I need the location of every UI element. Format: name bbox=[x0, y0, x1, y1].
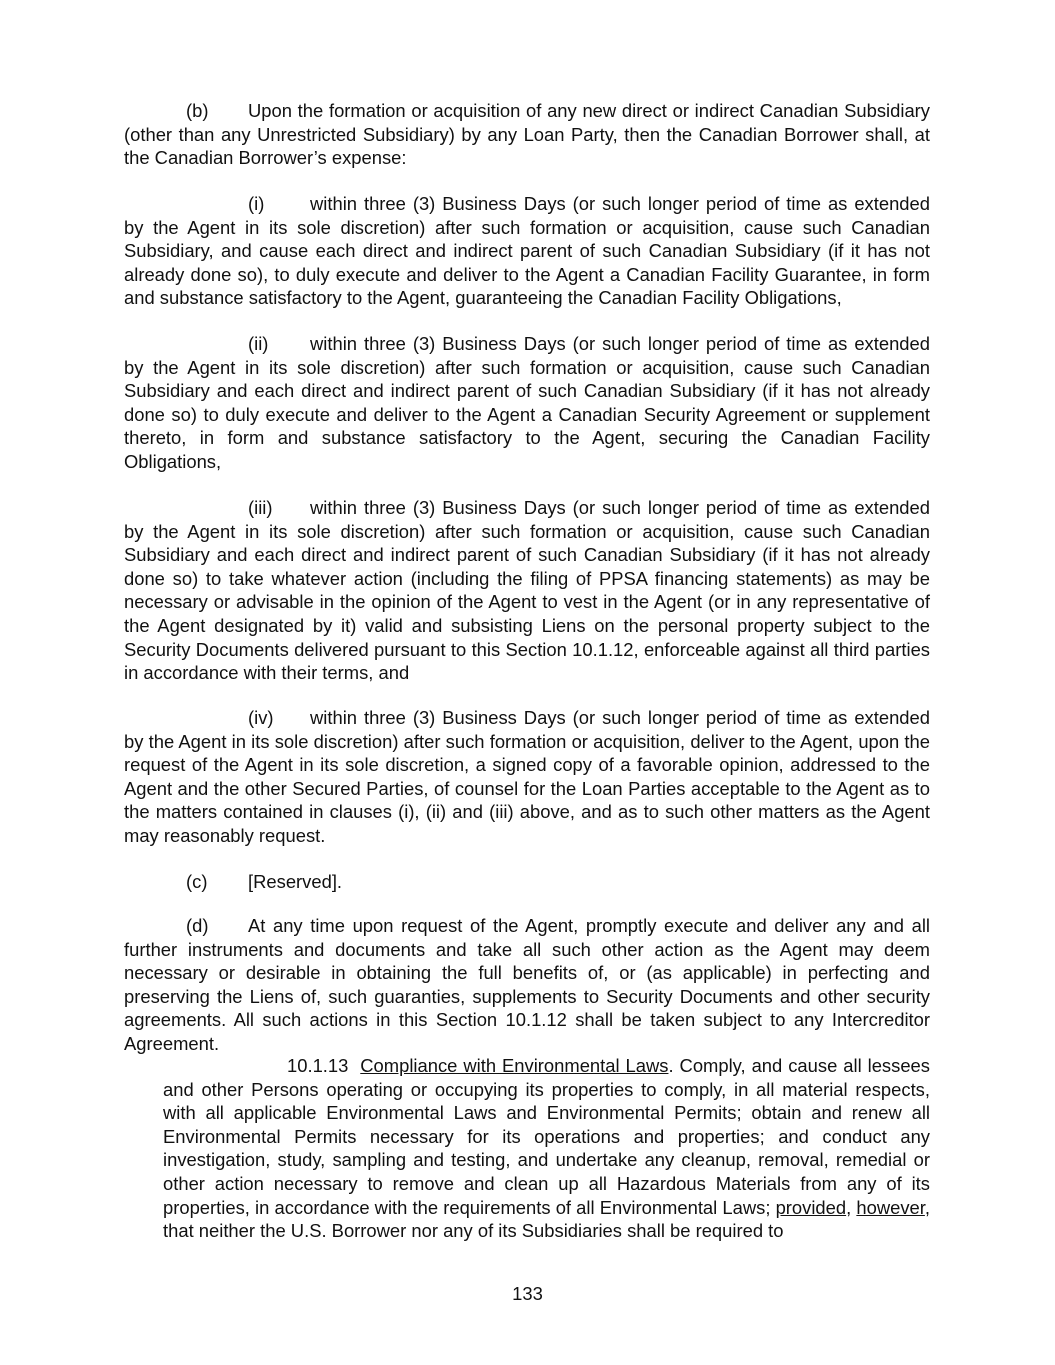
section-number: 10.1.13 bbox=[287, 1055, 349, 1076]
paragraph-c bbox=[124, 870, 930, 894]
paragraph-c-text: [Reserved]. bbox=[248, 871, 343, 892]
paragraph-d bbox=[124, 914, 930, 1056]
clause-iii-label: (iii) bbox=[248, 497, 273, 518]
page-number: 133 bbox=[512, 1283, 543, 1304]
clause-ii-label: (ii) bbox=[248, 333, 269, 354]
clause-iii-text: within three (3) Business Days (or such longer period of time as extended by the Agent in its sole discretion) after such formation or acquisition, cause such Canadian Subsidiary and each direct and indirect parent of such Canadian Subsidiary (if it has not already done so) to take whatever action (including the filing of PPSA financing statements) as may be necessary or advisable in the opinion of the Agent to vest in the Agent (or in any representative of the Agent designated by it) valid and subsisting Liens on the personal property subject to the Security Documents delivered pursuant to this Section 10.1.12, enforceable against all third parties in accordance with their terms, and bbox=[124, 497, 930, 684]
paragraph-d-text: At any time upon request of the Agent, promptly execute and deliver any and all further instruments and documents and take all such other action as the Agent may deem necessary or desirable in obtaining the full benefits of, or (as applicable) in perfecting and preserving the Liens of, such guaranties, supplements to Security Documents and other security agreements. All such actions in this Section 10.1.12 shall be taken subject to any Intercreditor Agreement. bbox=[124, 915, 930, 1054]
clause-iii bbox=[124, 496, 930, 685]
clause-i-text: within three (3) Business Days (or such longer period of time as extended by the Agent in its sole discretion) after such formation or acquisition, cause such Canadian Subsidiary, and cause each direct and indirect parent of such Canadian Subsidiary (if it has not already done so), to duly execute and deliver to the Agent a Canadian Facility Guarantee, in form and substance satisfactory to the Agent, guaranteeing the Canadian Facility Obligations, bbox=[124, 193, 930, 309]
clause-i bbox=[124, 192, 930, 310]
paragraph-d-label: (d) bbox=[186, 915, 209, 936]
clause-iv-text: within three (3) Business Days (or such longer period of time as extended by the Agent in its sole discretion) after such formation or acquisition, deliver to the Agent, upon the request of the Agent in its sole discretion, a signed copy of a favorable opinion, addressed to the Agent and the other Secured Parties, of counsel for the Loan Parties acceptable to the Agent as to the matters contained in clauses (i), (ii) and (iii) above, and as to such other matters as the Agent may reasonably request. bbox=[124, 707, 930, 846]
clause-iv-label: (iv) bbox=[248, 707, 274, 728]
paragraph-c-label: (c) bbox=[186, 871, 208, 892]
section-text-before: . Comply, and cause all lessees and other Persons operating or occupying its properties to comply, in all material respects, with all applicable Environmental Laws and Environmental Permits; obtain and renew all Environmental Permits necessary for its operations and properties; and conduct any investigation, study, sampling and testing, and undertake any cleanup, removal, remedial or other action necessary to remove and clean up all Hazardous Materials from any of its properties, in accordance with the requirements of all Environmental Laws; bbox=[163, 1055, 930, 1218]
section-text-after: , that neither the U.S. Borrower nor any of its Subsidiaries shall be required to bbox=[163, 1196, 930, 1242]
section-heading: Compliance with Environmental Laws bbox=[360, 1055, 669, 1076]
clause-iv bbox=[124, 706, 930, 848]
section-provided: provided bbox=[775, 1196, 847, 1218]
section-comma: , bbox=[846, 1196, 857, 1218]
section-however: however bbox=[856, 1196, 925, 1218]
clause-ii bbox=[124, 332, 930, 474]
paragraph-b bbox=[124, 99, 930, 170]
clause-i-label: (i) bbox=[248, 193, 265, 214]
section-10-1-13 bbox=[163, 1054, 930, 1243]
clause-ii-text: within three (3) Business Days (or such longer period of time as extended by the Agent in its sole discretion) after such formation or acquisition, cause such Canadian Subsidiary and each direct and indirect parent of such Canadian Subsidiary (if it has not already done so) to duly execute and deliver to the Agent a Canadian Security Agreement or supplement thereto, in form and substance satisfactory to the Agent, securing the Canadian Facility Obligations, bbox=[124, 333, 930, 472]
paragraph-b-label: (b) bbox=[186, 100, 209, 121]
paragraph-b-text: Upon the formation or acquisition of any new direct or indirect Canadian Subsidiary (other than any Unrestricted Subsidiary) by any Loan Party, then the Canadian Borrower shall, at the Canadian Borrower’s expense: bbox=[124, 100, 930, 169]
